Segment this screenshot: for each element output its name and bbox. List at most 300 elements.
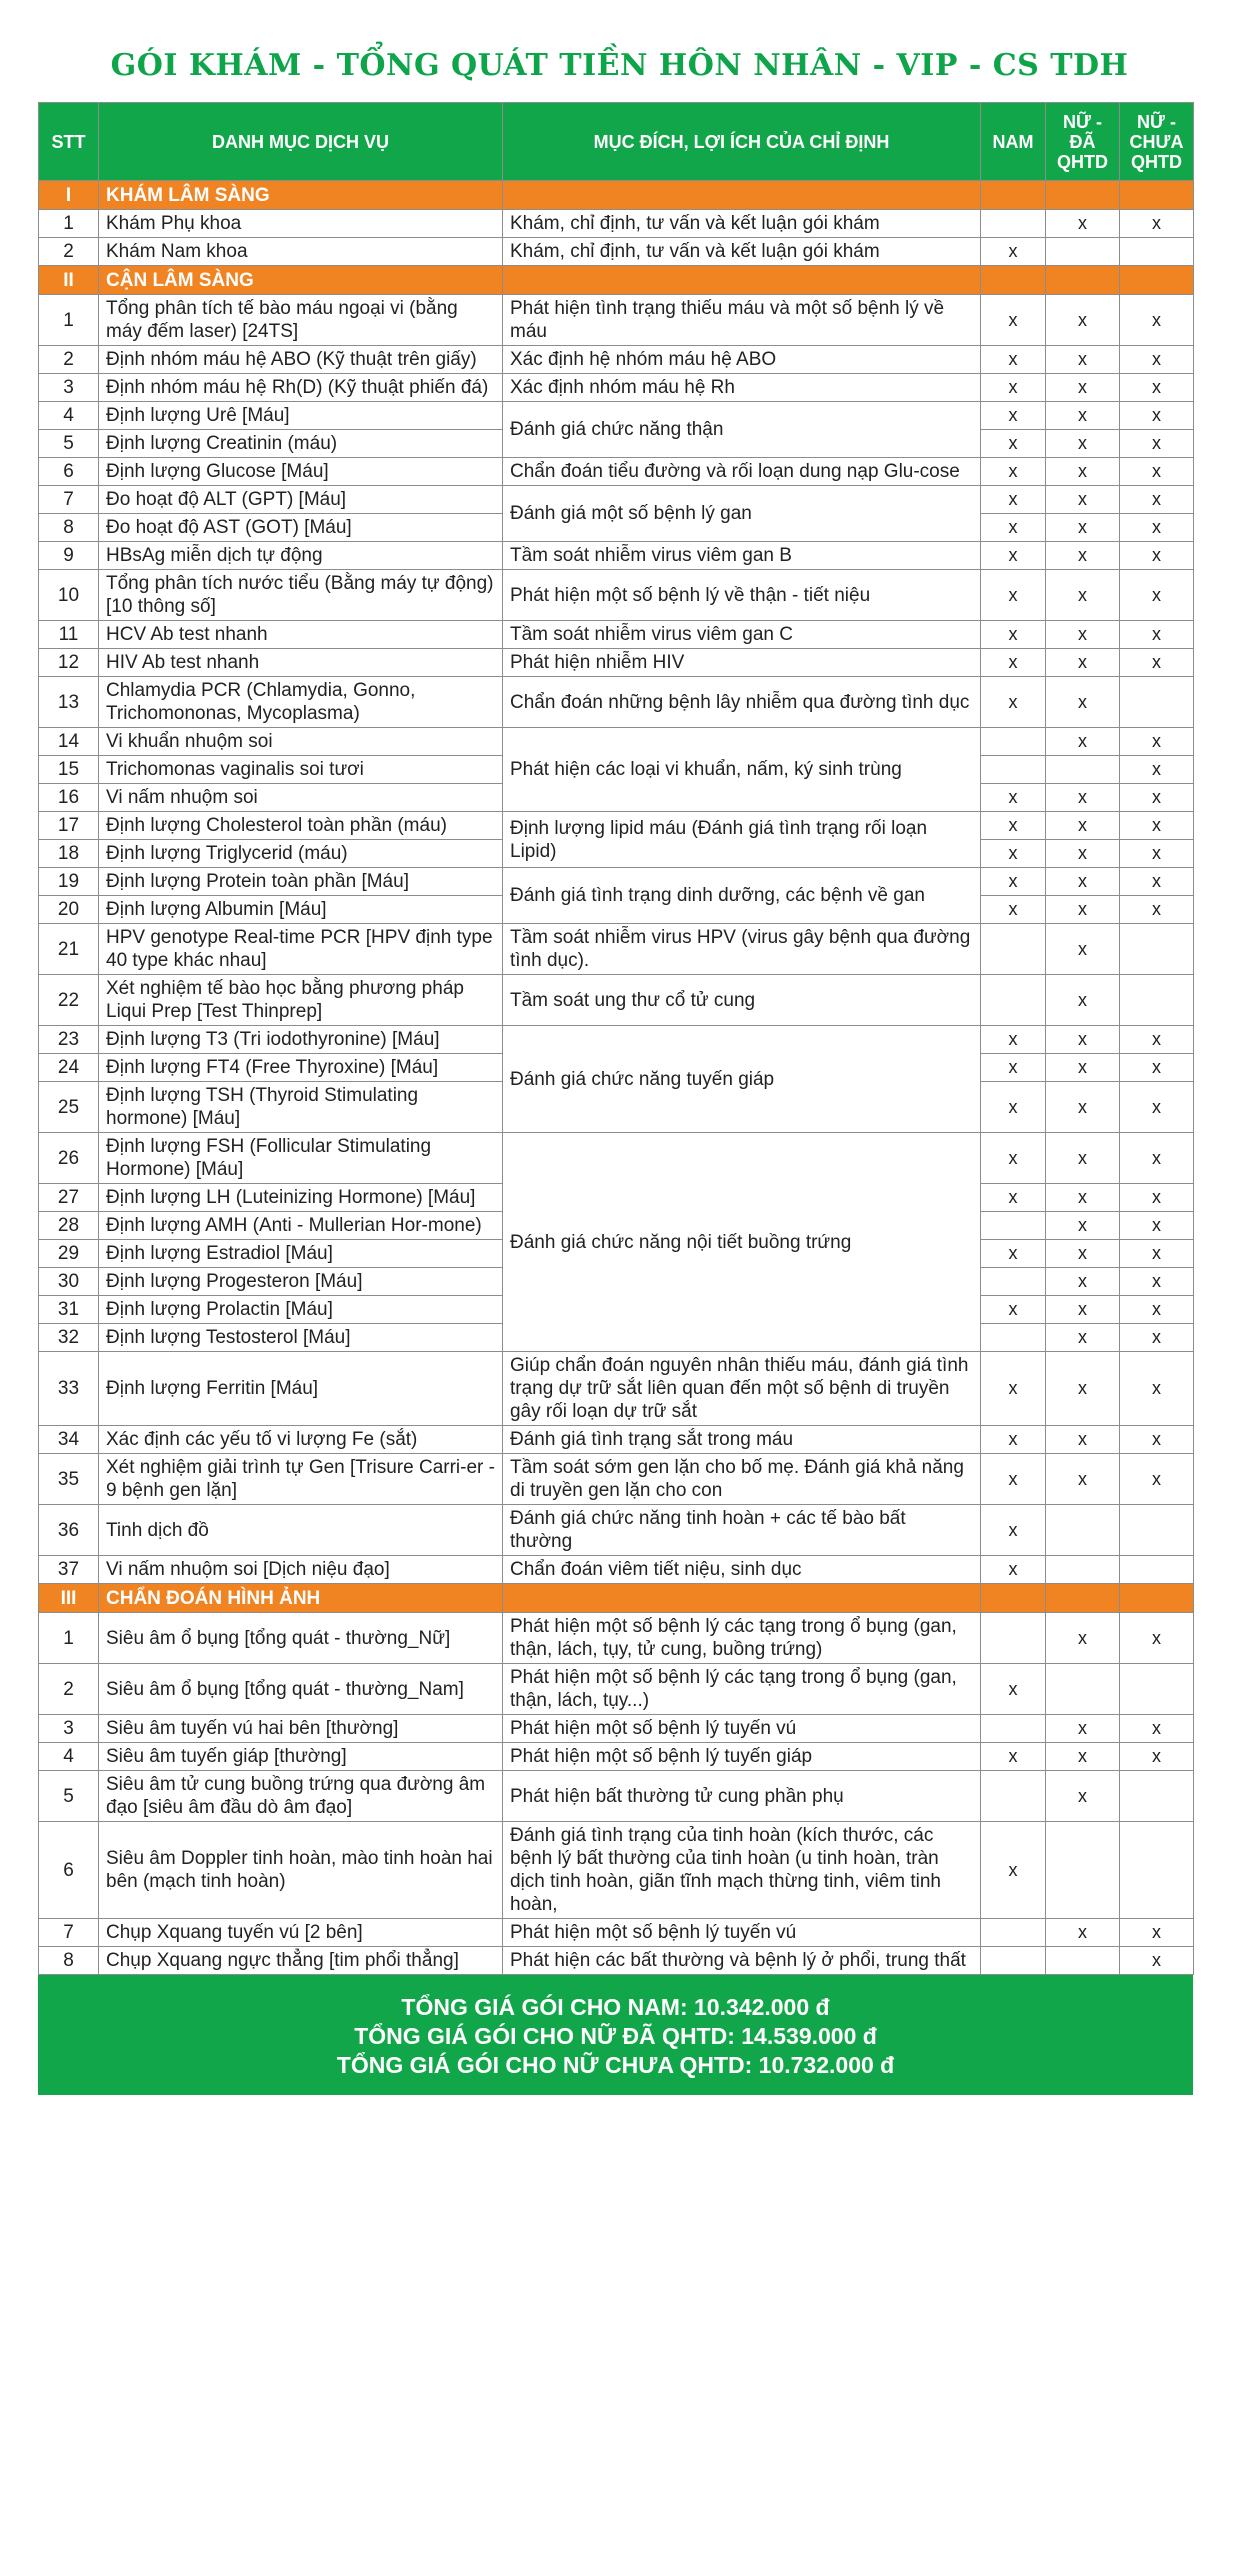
row-service: HIV Ab test nhanh	[99, 649, 503, 677]
mark-nu-da: x	[1046, 1212, 1120, 1240]
mark-nu-chua: x	[1120, 896, 1194, 924]
row-service: Đo hoạt độ ALT (GPT) [Máu]	[99, 486, 503, 514]
table-row	[39, 1613, 1194, 1664]
row-stt: 36	[39, 1505, 99, 1556]
mark-nu-da: x	[1046, 570, 1120, 621]
row-purpose: Phát hiện một số bệnh lý tuyến vú	[503, 1919, 981, 1947]
row-service: Định lượng Glucose [Máu]	[99, 458, 503, 486]
mark-nu-chua: x	[1120, 486, 1194, 514]
mark-nu-da	[1046, 238, 1120, 266]
table-row	[39, 238, 1194, 266]
row-stt: 15	[39, 756, 99, 784]
table-row	[39, 1947, 1194, 1975]
row-stt: 21	[39, 924, 99, 975]
row-service: Định lượng Albumin [Máu]	[99, 896, 503, 924]
row-purpose: Tầm soát sớm gen lặn cho bố mẹ. Đánh giá khả năng di truyền gen lặn cho con	[503, 1454, 981, 1505]
table-row	[39, 1822, 1194, 1919]
row-stt: 17	[39, 812, 99, 840]
mark-nu-chua: x	[1120, 1054, 1194, 1082]
mark-nu-da: x	[1046, 486, 1120, 514]
row-service: Định lượng AMH (Anti - Mullerian Hor-mone)	[99, 1212, 503, 1240]
row-stt: 11	[39, 621, 99, 649]
mark-nam: x	[981, 840, 1046, 868]
mark-nu-da: x	[1046, 840, 1120, 868]
row-purpose: Chẩn đoán viêm tiết niệu, sinh dục	[503, 1556, 981, 1584]
row-purpose: Tầm soát nhiễm virus viêm gan B	[503, 542, 981, 570]
mark-nu-da: x	[1046, 295, 1120, 346]
mark-nam: x	[981, 1184, 1046, 1212]
row-purpose: Tầm soát nhiễm virus viêm gan C	[503, 621, 981, 649]
table-row	[39, 458, 1194, 486]
mark-nu-da: x	[1046, 621, 1120, 649]
mark-nu-da: x	[1046, 1054, 1120, 1082]
mark-nu-chua	[1120, 1822, 1194, 1919]
mark-nu-chua	[1120, 1556, 1194, 1584]
row-service: Siêu âm tử cung buồng trứng qua đường âm đạo [siêu âm đầu dò âm đạo]	[99, 1771, 503, 1822]
mark-nam: x	[981, 1822, 1046, 1919]
mark-nu-chua: x	[1120, 812, 1194, 840]
row-purpose: Đánh giá chức năng tuyến giáp	[503, 1026, 981, 1133]
row-stt: 12	[39, 649, 99, 677]
mark-nu-da: x	[1046, 975, 1120, 1026]
row-stt: 8	[39, 514, 99, 542]
price-male: TỔNG GIÁ GÓI CHO NAM: 10.342.000 đ	[401, 1994, 830, 2020]
row-service: Siêu âm tuyến vú hai bên [thường]	[99, 1715, 503, 1743]
header-purpose: MỤC ĐÍCH, LỢI ÍCH CỦA CHỈ ĐỊNH	[503, 103, 981, 181]
mark-nu-da: x	[1046, 1268, 1120, 1296]
row-purpose: Khám, chỉ định, tư vấn và kết luận gói khám	[503, 238, 981, 266]
mark-nu-da: x	[1046, 1296, 1120, 1324]
mark-nu-chua: x	[1120, 649, 1194, 677]
row-service: Khám Nam khoa	[99, 238, 503, 266]
mark-nu-chua: x	[1120, 1240, 1194, 1268]
header-stt: STT	[39, 103, 99, 181]
mark-nu-da: x	[1046, 542, 1120, 570]
row-purpose: Đánh giá chức năng thận	[503, 402, 981, 458]
row-purpose: Khám, chỉ định, tư vấn và kết luận gói khám	[503, 210, 981, 238]
mark-nam: x	[981, 346, 1046, 374]
section-empty-cell	[503, 1584, 981, 1613]
row-stt: 5	[39, 1771, 99, 1822]
table-row	[39, 1771, 1194, 1822]
row-stt: 2	[39, 346, 99, 374]
row-purpose: Phát hiện một số bệnh lý tuyến giáp	[503, 1743, 981, 1771]
mark-nu-chua: x	[1120, 210, 1194, 238]
row-stt: 9	[39, 542, 99, 570]
mark-nu-da: x	[1046, 1082, 1120, 1133]
mark-nu-da: x	[1046, 374, 1120, 402]
row-stt: 8	[39, 1947, 99, 1975]
mark-nam: x	[981, 295, 1046, 346]
row-service: Định lượng Testosterol [Máu]	[99, 1324, 503, 1352]
row-service: Xác định các yếu tố vi lượng Fe (sắt)	[99, 1426, 503, 1454]
mark-nu-da: x	[1046, 924, 1120, 975]
row-stt: 6	[39, 1822, 99, 1919]
mark-nu-chua	[1120, 924, 1194, 975]
row-stt: 25	[39, 1082, 99, 1133]
mark-nu-chua: x	[1120, 430, 1194, 458]
row-service: Định lượng Protein toàn phần [Máu]	[99, 868, 503, 896]
row-purpose: Phát hiện nhiễm HIV	[503, 649, 981, 677]
header-service: DANH MỤC DỊCH VỤ	[99, 103, 503, 181]
mark-nam: x	[981, 1505, 1046, 1556]
table-row	[39, 812, 1194, 840]
mark-nu-chua	[1120, 238, 1194, 266]
mark-nu-da	[1046, 1664, 1120, 1715]
mark-nam: x	[981, 1743, 1046, 1771]
row-purpose: Giúp chẩn đoán nguyên nhân thiếu máu, đánh giá tình trạng dự trữ sắt liên quan đến một số bệnh di truyền gây rối loạn dự trữ sắt	[503, 1352, 981, 1426]
row-stt: 4	[39, 402, 99, 430]
row-stt: 4	[39, 1743, 99, 1771]
row-service: Định lượng FT4 (Free Thyroxine) [Máu]	[99, 1054, 503, 1082]
mark-nam	[981, 1771, 1046, 1822]
row-service: Định lượng Prolactin [Máu]	[99, 1296, 503, 1324]
mark-nu-da: x	[1046, 1919, 1120, 1947]
mark-nu-chua: x	[1120, 1082, 1194, 1133]
section-empty-cell	[1046, 1584, 1120, 1613]
table-row	[39, 924, 1194, 975]
service-table	[38, 102, 1194, 1975]
row-stt: 20	[39, 896, 99, 924]
mark-nam: x	[981, 1352, 1046, 1426]
row-purpose: Đánh giá một số bệnh lý gan	[503, 486, 981, 542]
table-row	[39, 728, 1194, 756]
row-stt: 23	[39, 1026, 99, 1054]
row-purpose: Phát hiện bất thường tử cung phần phụ	[503, 1771, 981, 1822]
mark-nam: x	[981, 542, 1046, 570]
mark-nu-chua	[1120, 1771, 1194, 1822]
row-purpose: Chẩn đoán tiểu đường và rối loạn dung nạp Glu-cose	[503, 458, 981, 486]
mark-nu-da: x	[1046, 677, 1120, 728]
mark-nu-da: x	[1046, 1184, 1120, 1212]
row-service: Chụp Xquang ngực thẳng [tim phổi thẳng]	[99, 1947, 503, 1975]
section-empty-cell	[1120, 266, 1194, 295]
row-service: Định lượng Cholesterol toàn phần (máu)	[99, 812, 503, 840]
mark-nu-da: x	[1046, 649, 1120, 677]
mark-nam: x	[981, 1296, 1046, 1324]
table-row	[39, 570, 1194, 621]
mark-nu-da: x	[1046, 210, 1120, 238]
section-empty-cell	[981, 181, 1046, 210]
row-purpose: Đánh giá tình trạng của tinh hoàn (kích thước, các bệnh lý bất thường của tinh hoàn (u tinh hoàn, tràn dịch tinh hoàn, giãn tĩnh mạch thừng tinh, viêm tinh hoàn,	[503, 1822, 981, 1919]
mark-nam: x	[981, 1026, 1046, 1054]
mark-nu-chua: x	[1120, 756, 1194, 784]
mark-nu-da: x	[1046, 346, 1120, 374]
table-row	[39, 295, 1194, 346]
mark-nam: x	[981, 1240, 1046, 1268]
row-stt: 35	[39, 1454, 99, 1505]
mark-nam: x	[981, 812, 1046, 840]
mark-nam: x	[981, 1556, 1046, 1584]
section-empty-cell	[1046, 266, 1120, 295]
mark-nam: x	[981, 1454, 1046, 1505]
mark-nam	[981, 1715, 1046, 1743]
mark-nu-da: x	[1046, 402, 1120, 430]
mark-nu-da: x	[1046, 514, 1120, 542]
mark-nu-da: x	[1046, 728, 1120, 756]
mark-nu-chua: x	[1120, 1324, 1194, 1352]
row-stt: 29	[39, 1240, 99, 1268]
mark-nam: x	[981, 238, 1046, 266]
table-row	[39, 346, 1194, 374]
row-stt: 31	[39, 1296, 99, 1324]
price-female-qhtd: TỔNG GIÁ GÓI CHO NỮ ĐÃ QHTD: 14.539.000 đ	[354, 2023, 877, 2049]
row-stt: 33	[39, 1352, 99, 1426]
mark-nu-chua: x	[1120, 458, 1194, 486]
mark-nu-da	[1046, 1505, 1120, 1556]
mark-nam	[981, 728, 1046, 756]
mark-nu-da	[1046, 756, 1120, 784]
row-stt: 13	[39, 677, 99, 728]
row-purpose: Xác định nhóm máu hệ Rh	[503, 374, 981, 402]
mark-nu-chua: x	[1120, 840, 1194, 868]
section-empty-cell	[981, 266, 1046, 295]
mark-nu-chua: x	[1120, 1715, 1194, 1743]
table-row	[39, 649, 1194, 677]
row-service: Tổng phân tích tế bào máu ngoại vi (bằng máy đếm laser) [24TS]	[99, 295, 503, 346]
mark-nu-da: x	[1046, 1240, 1120, 1268]
mark-nam: x	[981, 486, 1046, 514]
table-row	[39, 542, 1194, 570]
row-stt: 7	[39, 1919, 99, 1947]
row-stt: 6	[39, 458, 99, 486]
row-service: Chụp Xquang tuyến vú [2 bên]	[99, 1919, 503, 1947]
mark-nu-chua: x	[1120, 542, 1194, 570]
mark-nu-chua: x	[1120, 1426, 1194, 1454]
mark-nam: x	[981, 1426, 1046, 1454]
mark-nam	[981, 1268, 1046, 1296]
row-stt: 10	[39, 570, 99, 621]
table-row	[39, 1026, 1194, 1054]
table-row	[39, 1426, 1194, 1454]
table-row	[39, 677, 1194, 728]
mark-nu-da: x	[1046, 458, 1120, 486]
row-service: HBsAg miễn dịch tự động	[99, 542, 503, 570]
mark-nu-chua: x	[1120, 1743, 1194, 1771]
mark-nu-da	[1046, 1556, 1120, 1584]
row-service: Định lượng T3 (Tri iodothyronine) [Máu]	[99, 1026, 503, 1054]
row-service: Siêu âm Doppler tinh hoàn, mào tinh hoàn hai bên (mạch tinh hoàn)	[99, 1822, 503, 1919]
mark-nu-da: x	[1046, 784, 1120, 812]
row-purpose: Chẩn đoán những bệnh lây nhiễm qua đường tình dục	[503, 677, 981, 728]
row-purpose: Đánh giá chức năng tinh hoàn + các tế bào bất thường	[503, 1505, 981, 1556]
row-service: Khám Phụ khoa	[99, 210, 503, 238]
row-service: Chlamydia PCR (Chlamydia, Gonno, Trichomononas, Mycoplasma)	[99, 677, 503, 728]
page-title: GÓI KHÁM - TỔNG QUÁT TIỀN HÔN NHÂN - VIP - CS TDH	[110, 48, 1129, 83]
mark-nu-da: x	[1046, 1026, 1120, 1054]
section-title: KHÁM LÂM SÀNG	[99, 181, 503, 210]
row-purpose: Phát hiện các bất thường và bệnh lý ở phổi, trung thất	[503, 1947, 981, 1975]
mark-nu-chua: x	[1120, 1296, 1194, 1324]
table-row	[39, 1133, 1194, 1184]
row-service: HPV genotype Real-time PCR [HPV định type 40 type khác nhau]	[99, 924, 503, 975]
row-stt: 26	[39, 1133, 99, 1184]
mark-nu-da: x	[1046, 1324, 1120, 1352]
mark-nu-chua: x	[1120, 1133, 1194, 1184]
mark-nu-da: x	[1046, 430, 1120, 458]
section-row	[39, 266, 1194, 295]
mark-nam	[981, 1324, 1046, 1352]
mark-nu-chua: x	[1120, 1184, 1194, 1212]
mark-nu-chua: x	[1120, 1268, 1194, 1296]
row-stt: 34	[39, 1426, 99, 1454]
row-service: Định lượng Progesteron [Máu]	[99, 1268, 503, 1296]
row-service: Vi nấm nhuộm soi [Dịch niệu đạo]	[99, 1556, 503, 1584]
row-purpose: Tầm soát ung thư cổ tử cung	[503, 975, 981, 1026]
row-service: Định lượng Urê [Máu]	[99, 402, 503, 430]
row-service: Vi nấm nhuộm soi	[99, 784, 503, 812]
table-row	[39, 1715, 1194, 1743]
row-stt: 37	[39, 1556, 99, 1584]
mark-nam: x	[981, 1664, 1046, 1715]
section-number: III	[39, 1584, 99, 1613]
mark-nam: x	[981, 374, 1046, 402]
header-nu-da: NỮ - ĐÃ QHTD	[1046, 103, 1120, 181]
table-row	[39, 868, 1194, 896]
mark-nu-chua: x	[1120, 1352, 1194, 1426]
row-stt: 24	[39, 1054, 99, 1082]
row-stt: 1	[39, 1613, 99, 1664]
mark-nu-chua: x	[1120, 1919, 1194, 1947]
mark-nu-chua	[1120, 975, 1194, 1026]
row-service: Siêu âm tuyến giáp [thường]	[99, 1743, 503, 1771]
row-stt: 14	[39, 728, 99, 756]
row-purpose: Đánh giá chức năng nội tiết buồng trứng	[503, 1133, 981, 1352]
section-empty-cell	[1120, 1584, 1194, 1613]
row-purpose: Tầm soát nhiễm virus HPV (virus gây bệnh qua đường tình dục).	[503, 924, 981, 975]
table-row	[39, 1664, 1194, 1715]
mark-nu-da	[1046, 1822, 1120, 1919]
row-service: Định lượng Creatinin (máu)	[99, 430, 503, 458]
section-number: I	[39, 181, 99, 210]
mark-nam: x	[981, 649, 1046, 677]
row-stt: 7	[39, 486, 99, 514]
mark-nu-chua: x	[1120, 784, 1194, 812]
mark-nu-chua	[1120, 677, 1194, 728]
row-service: Đo hoạt độ AST (GOT) [Máu]	[99, 514, 503, 542]
row-stt: 18	[39, 840, 99, 868]
mark-nu-chua: x	[1120, 1613, 1194, 1664]
mark-nu-da: x	[1046, 1613, 1120, 1664]
table-row	[39, 1352, 1194, 1426]
mark-nu-chua: x	[1120, 374, 1194, 402]
mark-nam	[981, 1947, 1046, 1975]
row-service: HCV Ab test nhanh	[99, 621, 503, 649]
row-service: Xét nghiệm giải trình tự Gen [Trisure Carri-er - 9 bệnh gen lặn]	[99, 1454, 503, 1505]
row-service: Định lượng FSH (Follicular Stimulating Hormone) [Máu]	[99, 1133, 503, 1184]
row-stt: 1	[39, 295, 99, 346]
mark-nu-da: x	[1046, 1426, 1120, 1454]
row-service: Định lượng Triglycerid (máu)	[99, 840, 503, 868]
mark-nu-da: x	[1046, 812, 1120, 840]
mark-nam	[981, 924, 1046, 975]
mark-nam	[981, 1919, 1046, 1947]
row-stt: 28	[39, 1212, 99, 1240]
table-row	[39, 374, 1194, 402]
mark-nam	[981, 210, 1046, 238]
row-stt: 1	[39, 210, 99, 238]
price-female-no-qhtd: TỔNG GIÁ GÓI CHO NỮ CHƯA QHTD: 10.732.000 đ	[336, 2052, 895, 2078]
row-stt: 27	[39, 1184, 99, 1212]
mark-nu-chua: x	[1120, 570, 1194, 621]
mark-nu-da: x	[1046, 1454, 1120, 1505]
row-service: Định lượng LH (Luteinizing Hormone) [Máu]	[99, 1184, 503, 1212]
mark-nam: x	[981, 514, 1046, 542]
mark-nam: x	[981, 458, 1046, 486]
mark-nu-da: x	[1046, 1352, 1120, 1426]
row-purpose: Đánh giá tình trạng sắt trong máu	[503, 1426, 981, 1454]
row-stt: 32	[39, 1324, 99, 1352]
table-row	[39, 210, 1194, 238]
mark-nam: x	[981, 896, 1046, 924]
mark-nu-chua: x	[1120, 868, 1194, 896]
mark-nam: x	[981, 570, 1046, 621]
mark-nam	[981, 1212, 1046, 1240]
mark-nu-chua: x	[1120, 295, 1194, 346]
row-service: Trichomonas vaginalis soi tươi	[99, 756, 503, 784]
section-empty-cell	[981, 1584, 1046, 1613]
row-service: Định lượng Estradiol [Máu]	[99, 1240, 503, 1268]
row-service: Định lượng Ferritin [Máu]	[99, 1352, 503, 1426]
mark-nu-chua: x	[1120, 1212, 1194, 1240]
row-stt: 22	[39, 975, 99, 1026]
row-purpose: Phát hiện một số bệnh lý các tạng trong ổ bụng (gan, thận, lách, tụy, tử cung, buồng trứng)	[503, 1613, 981, 1664]
mark-nu-da: x	[1046, 896, 1120, 924]
row-service: Tinh dịch đồ	[99, 1505, 503, 1556]
mark-nu-da: x	[1046, 868, 1120, 896]
table-row	[39, 1743, 1194, 1771]
row-purpose: Phát hiện tình trạng thiếu máu và một số bệnh lý về máu	[503, 295, 981, 346]
header-nu-chua: NỮ - CHƯA QHTD	[1120, 103, 1194, 181]
row-stt: 19	[39, 868, 99, 896]
row-service: Siêu âm ổ bụng [tổng quát - thường_Nữ]	[99, 1613, 503, 1664]
table-row	[39, 1454, 1194, 1505]
mark-nam: x	[981, 430, 1046, 458]
mark-nam	[981, 1613, 1046, 1664]
mark-nam: x	[981, 1133, 1046, 1184]
mark-nu-chua: x	[1120, 514, 1194, 542]
mark-nam	[981, 975, 1046, 1026]
section-row	[39, 1584, 1194, 1613]
row-stt: 30	[39, 1268, 99, 1296]
table-row	[39, 402, 1194, 430]
row-purpose: Phát hiện một số bệnh lý các tạng trong ổ bụng (gan, thận, lách, tụy...)	[503, 1664, 981, 1715]
row-stt: 3	[39, 374, 99, 402]
mark-nu-chua: x	[1120, 402, 1194, 430]
row-stt: 16	[39, 784, 99, 812]
row-purpose: Phát hiện các loại vi khuẩn, nấm, ký sinh trùng	[503, 728, 981, 812]
row-purpose: Đánh giá tình trạng dinh dưỡng, các bệnh về gan	[503, 868, 981, 924]
row-purpose: Phát hiện một số bệnh lý tuyến vú	[503, 1715, 981, 1743]
row-service: Xét nghiệm tế bào học bằng phương pháp Liqui Prep [Test Thinprep]	[99, 975, 503, 1026]
mark-nam: x	[981, 868, 1046, 896]
mark-nam: x	[981, 402, 1046, 430]
mark-nu-chua: x	[1120, 1947, 1194, 1975]
mark-nu-da: x	[1046, 1715, 1120, 1743]
table-row	[39, 1556, 1194, 1584]
mark-nu-chua: x	[1120, 346, 1194, 374]
row-purpose: Định lượng lipid máu (Đánh giá tình trạng rối loạn Lipid)	[503, 812, 981, 868]
mark-nu-chua: x	[1120, 1454, 1194, 1505]
mark-nu-chua: x	[1120, 621, 1194, 649]
row-stt: 3	[39, 1715, 99, 1743]
row-service: Định nhóm máu hệ ABO (Kỹ thuật trên giấy)	[99, 346, 503, 374]
mark-nu-da: x	[1046, 1771, 1120, 1822]
table-row	[39, 621, 1194, 649]
row-stt: 2	[39, 238, 99, 266]
mark-nam: x	[981, 1082, 1046, 1133]
table-body	[39, 181, 1194, 1975]
